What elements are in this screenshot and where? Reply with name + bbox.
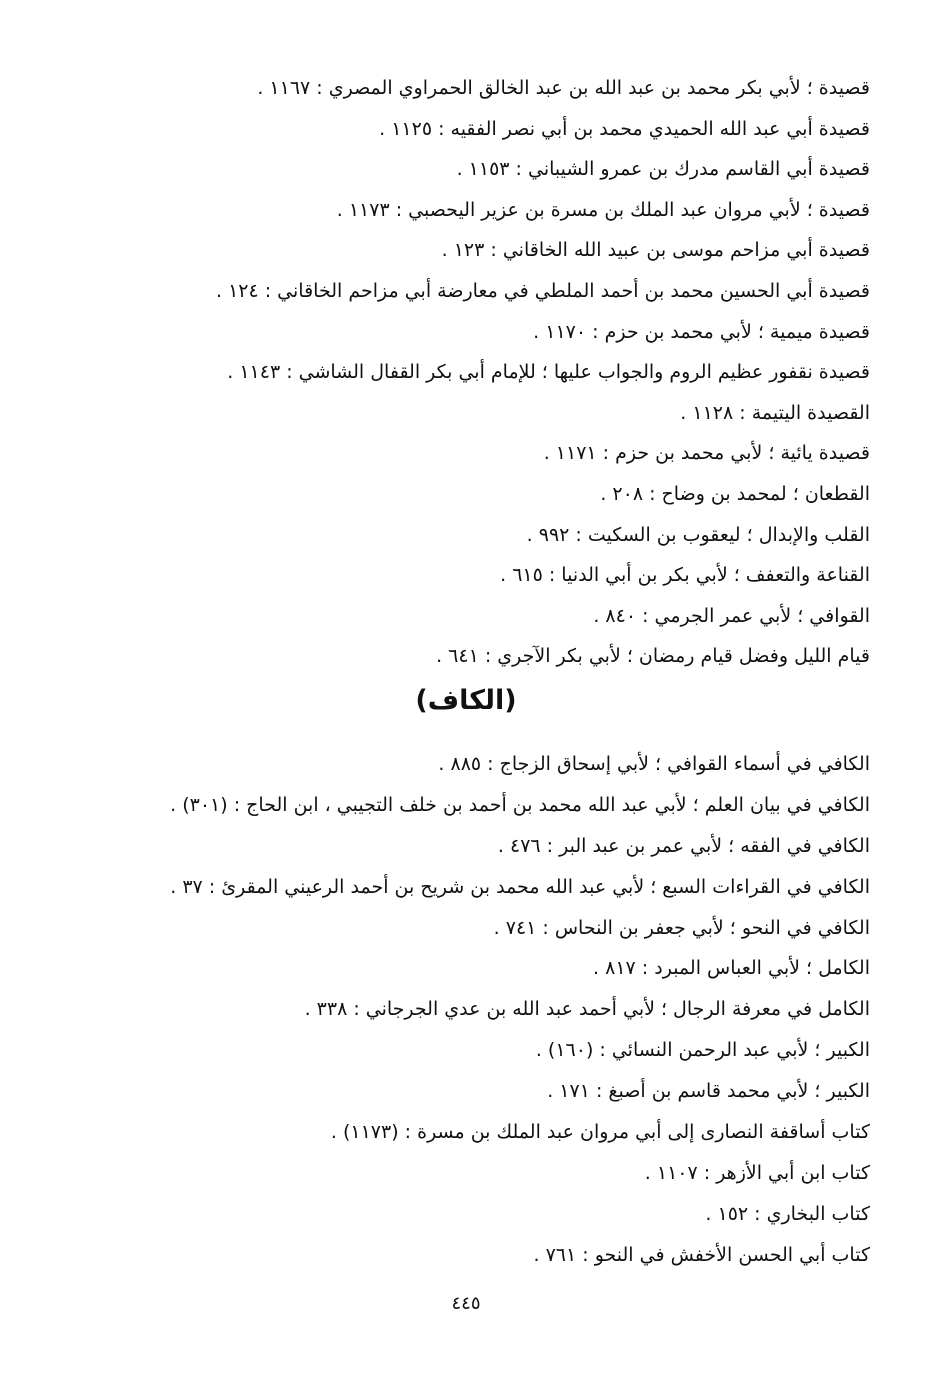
index-entry: القلب والإبدال ؛ ليعقوب بن السكيت : ٩٩٢ . <box>526 523 870 546</box>
index-entry: قيام الليل وفضل قيام رمضان ؛ لأبي بكر الآجري : ٦٤١ . <box>436 645 870 668</box>
index-entry: قصيدة أبي الحسين محمد بن أحمد الملطي في معارضة أبي مزاحم الخاقاني : ١٢٤ . <box>215 279 870 302</box>
index-entry: قصيدة أبي القاسم مدرك بن عمرو الشيباني : ١١٥٣ . <box>456 158 870 181</box>
index-entry: قصيدة ؛ لأبي بكر محمد بن عبد الله بن عبد الخالق الحمراوي المصري : ١١٦٧ . <box>257 77 870 99</box>
index-entry: القوافي ؛ لأبي عمر الجرمي : ٨٤٠ . <box>593 604 870 627</box>
index-entry: كتاب ابن أبي الأزهر : ١١٠٧ . <box>644 1161 870 1184</box>
section-heading-kaf: (الكاف) <box>415 685 517 716</box>
index-entry: القناعة والتعفف ؛ لأبي بكر بن أبي الدنيا : ٦١٥ . <box>500 564 870 587</box>
index-entry: الكافي في القراءات السبع ؛ لأبي عبد الله محمد بن شريح بن أحمد الرعيني المقرئ : ٣٧ . <box>170 875 870 898</box>
index-entry: الكبير ؛ لأبي عبد الرحمن النسائي : (١٦٠) . <box>535 1039 870 1062</box>
index-entry: قصيدة أبي عبد الله الحميدي محمد بن أبي نصر الفقيه : ١١٢٥ . <box>379 117 870 140</box>
index-entry: الكافي في الفقه ؛ لأبي عمر بن عبد البر : ٤٧٦ . <box>497 834 870 857</box>
index-entries-kaf <box>70 744 870 1276</box>
index-entry: القصيدة اليتيمة : ١١٢٨ . <box>680 401 870 424</box>
index-entry: الكبير ؛ لأبي محمد قاسم بن أصبغ : ١٧١ . <box>547 1080 870 1103</box>
index-entry: قصيدة أبي مزاحم موسى بن عبيد الله الخاقاني : ١٢٣ . <box>441 239 870 262</box>
index-entry: الكافي في بيان العلم ؛ لأبي عبد الله محمد بن أحمد بن خلف التجيبي ، ابن الحاج : (٣٠١) . <box>170 793 870 816</box>
index-entry: كتاب أساقفة النصارى إلى أبي مروان عبد الملك بن مسرة : (١١٧٣) . <box>330 1121 870 1144</box>
index-entry: قصيدة يائية ؛ لأبي محمد بن حزم : ١١٧١ . <box>543 442 870 465</box>
index-entries-qaf <box>70 68 870 677</box>
page-number: ٤٤٥ <box>451 1293 481 1314</box>
index-entry: الكامل ؛ لأبي العباس المبرد : ٨١٧ . <box>593 957 870 980</box>
index-entry: قصيدة نقفور عظيم الروم والجواب عليها ؛ للإمام أبي بكر القفال الشاشي : ١١٤٣ . <box>227 361 870 384</box>
index-entry: كتاب أبي الحسن الأخفش في النحو : ٧٦١ . <box>533 1243 870 1266</box>
index-entry: القطعان ؛ لمحمد بن وضاح : ٢٠٨ . <box>600 482 870 505</box>
index-entry: قصيدة ميمية ؛ لأبي محمد بن حزم : ١١٧٠ . <box>533 320 870 343</box>
index-entry: الكافي في النحو ؛ لأبي جعفر بن النحاس : ٧٤١ . <box>493 916 870 939</box>
index-entry: قصيدة ؛ لأبي مروان عبد الملك بن مسرة بن عزير اليحصبي : ١١٧٣ . <box>336 198 870 221</box>
index-entry: كتاب البخاري : ١٥٢ . <box>705 1202 870 1225</box>
index-entry: الكامل في معرفة الرجال ؛ لأبي أحمد عبد الله بن عدي الجرجاني : ٣٣٨ . <box>304 998 870 1021</box>
index-entry: الكافي في أسماء القوافي ؛ لأبي إسحاق الزجاج : ٨٨٥ . <box>438 753 870 775</box>
